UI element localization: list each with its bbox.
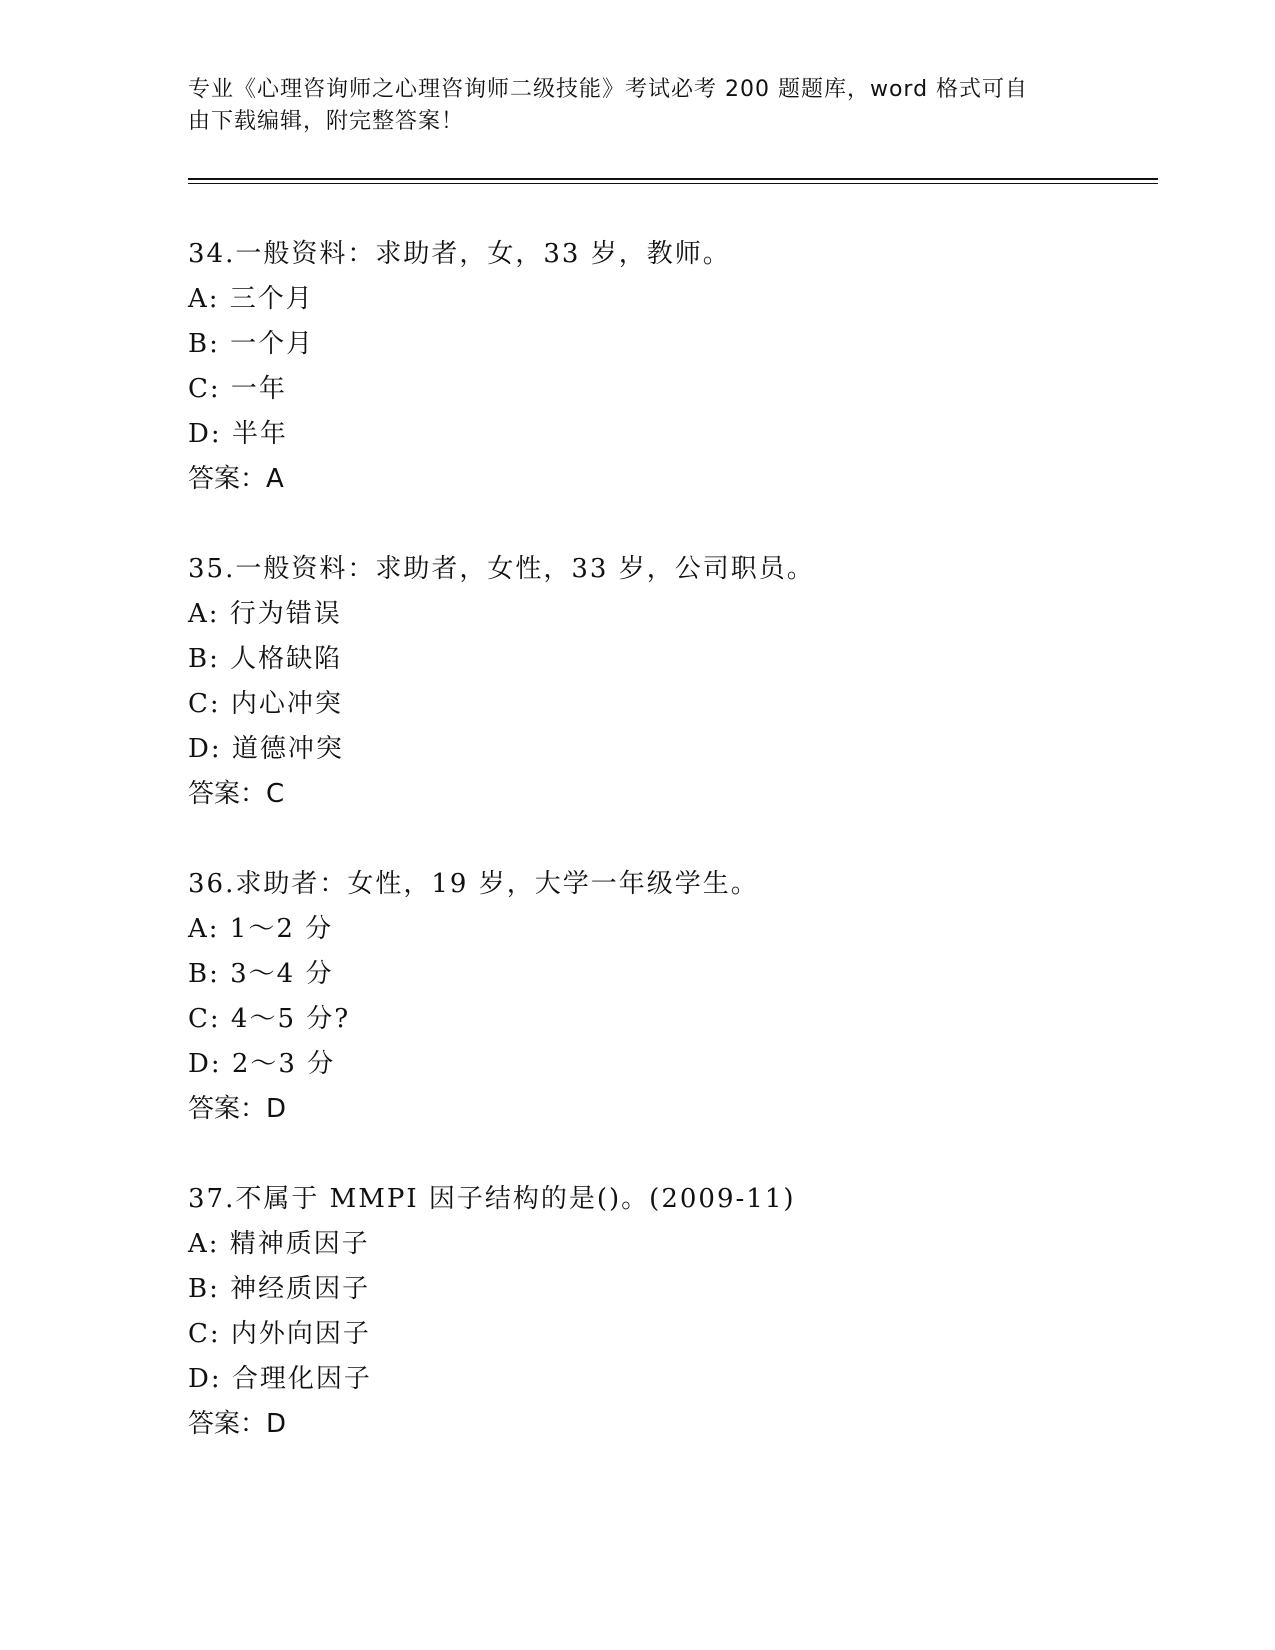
answer-line: 答案：A <box>188 464 284 494</box>
option-b: B: 神经质因子 <box>188 1274 371 1304</box>
answer-line: 答案：D <box>188 1409 287 1439</box>
option-b: B: 人格缺陷 <box>188 644 343 674</box>
question-stem: 35.一般资料：求助者，女性，33 岁，公司职员。 <box>188 554 815 584</box>
document-header <box>188 74 1088 138</box>
question-35 <box>188 547 1148 817</box>
option-b: B: 一个月 <box>188 329 315 359</box>
option-a: A: 三个月 <box>188 284 314 314</box>
option-d: D: 半年 <box>188 419 288 449</box>
question-list <box>188 232 1148 1492</box>
question-stem: 36.求助者：女性，19 岁，大学一年级学生。 <box>188 869 759 899</box>
answer-line: 答案：D <box>188 1094 287 1124</box>
question-37 <box>188 1177 1148 1447</box>
option-d: D: 道德冲突 <box>188 734 344 764</box>
header-line-2: 由下载编辑，附完整答案！ <box>188 109 465 134</box>
question-36 <box>188 862 1148 1132</box>
option-a: A: 1～2 分 <box>188 914 334 944</box>
header-divider-thick <box>188 178 1158 180</box>
option-c: C: 一年 <box>188 374 287 404</box>
option-c: C: 内心冲突 <box>188 689 343 719</box>
option-a: A: 精神质因子 <box>188 1229 370 1259</box>
option-a: A: 行为错误 <box>188 599 342 629</box>
question-34 <box>188 232 1148 502</box>
header-divider-thin <box>188 183 1158 184</box>
option-c: C: 4～5 分? <box>188 1004 351 1034</box>
option-d: D: 合理化因子 <box>188 1364 372 1394</box>
option-c: C: 内外向因子 <box>188 1319 371 1349</box>
answer-line: 答案：C <box>188 779 285 809</box>
option-d: D: 2～3 分 <box>188 1049 336 1079</box>
question-stem: 34.一般资料：求助者，女，33 岁，教师。 <box>188 239 731 269</box>
header-line-1: 专业《心理咨询师之心理咨询师二级技能》考试必考 200 题题库，word 格式可自 <box>188 77 1029 102</box>
option-b: B: 3～4 分 <box>188 959 334 989</box>
question-stem: 37.不属于 MMPI 因子结构的是()。(2009-11) <box>188 1184 796 1214</box>
